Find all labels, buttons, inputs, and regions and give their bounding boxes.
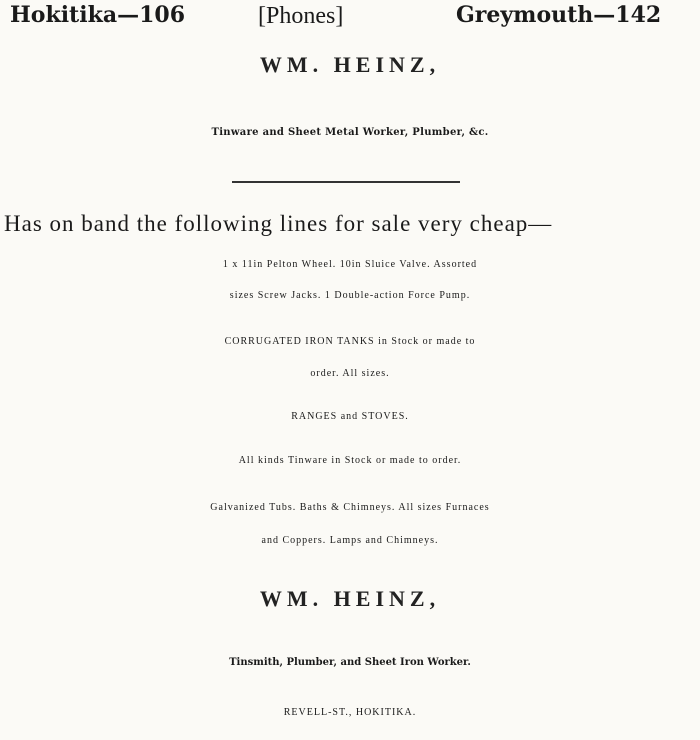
tinware-line: All kinds Tinware in Stock or made to order. [238, 455, 462, 466]
phones-label: [Phones] [258, 3, 344, 29]
tanks-line-2: order. All sizes. [310, 368, 390, 379]
business-name-bottom: WM. HEINZ, [259, 586, 441, 611]
divider-rule [232, 181, 460, 183]
stock-line-1: 1 x 11in Pelton Wheel. 10in Sluice Valve. Assorted [222, 259, 478, 270]
phone-greymouth: Greymouth—142 [456, 2, 662, 28]
ranges-line: RANGES and STOVES. [291, 411, 409, 422]
galvanized-line-2: and Coppers. Lamps and Chimneys. [261, 535, 439, 546]
trade-description-top: Tinware and Sheet Metal Worker, Plumber, &c. [211, 127, 489, 138]
stock-line-2: sizes Screw Jacks. 1 Double-action Force Pump. [229, 290, 471, 301]
trade-description-bottom: Tinsmith, Plumber, and Sheet Iron Worker. [229, 657, 471, 668]
business-name-top: WM. HEINZ, [259, 52, 441, 77]
phone-hokitika: Hokitika—106 [10, 2, 186, 28]
tanks-line-1: CORRUGATED IRON TANKS in Stock or made to [224, 336, 476, 347]
business-address: REVELL-ST., HOKITIKA. [283, 707, 417, 718]
intro-line: Has on band the following lines for sale very cheap— [4, 211, 553, 236]
phone-header [0, 4, 700, 30]
galvanized-line-1: Galvanized Tubs. Baths & Chimneys. All sizes Furnaces [210, 502, 490, 513]
